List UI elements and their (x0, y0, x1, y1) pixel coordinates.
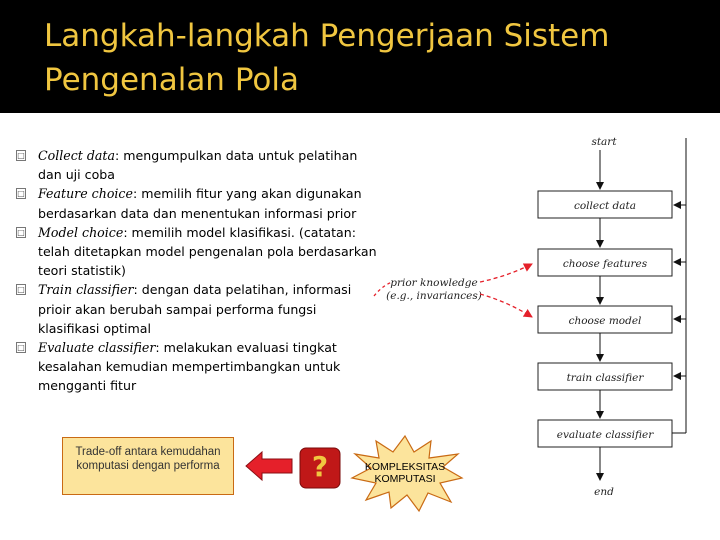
checkbox-bullet-icon: □ (17, 343, 25, 353)
bullet-term: Train classifier (38, 282, 134, 298)
bullet-text: : memilih fitur yang akan digunakan berdasarkan data dan menentukan informasi prior (38, 186, 362, 221)
question-mark: ? (311, 450, 329, 483)
checkbox-bullet-icon: □ (17, 227, 25, 237)
prior-knowledge (374, 264, 532, 317)
bullet-text: : mengumpulkan data untuk pelatihan dan uji coba (38, 148, 358, 183)
checkbox-bullet-icon: □ (17, 151, 25, 160)
bullet-text: : dengan data pelatihan, informasi prioir akan berubah sampai performa fungsi klasifikasi optimal (38, 282, 352, 336)
bullet-term: Evaluate classifier (38, 340, 156, 356)
prior-arrow-model (480, 294, 532, 317)
prior-knowledge-example: (e.g., invariances) (386, 290, 482, 302)
bullet-text: : memilih model klasifikasi. (catatan: telah ditetapkan model pengenalan pola berdasarkan teori statistik) (38, 224, 377, 279)
choose-features-label: choose features (562, 258, 648, 270)
end-label: end (594, 486, 614, 498)
evaluate-classifier-label: evaluate classifier (556, 429, 654, 441)
choose-model-label: choose model (568, 315, 642, 327)
flowchart (538, 136, 686, 498)
checkbox-bullet-icon: □ (17, 189, 25, 199)
checkbox-bullet-icon: □ (17, 285, 25, 295)
slide-title-line1: Langkah-langkah Pengerjaan Sistem (44, 18, 610, 54)
prior-knowledge-label: prior knowledge (390, 277, 478, 289)
bullet-term: Model choice (38, 224, 124, 240)
slide-title-line2: Pengenalan Pola (44, 62, 299, 98)
red-left-arrow-icon (246, 452, 292, 480)
red-arrow (246, 452, 292, 480)
complexity-label: KOMPLEKSITAS KOMPUTASI (364, 461, 446, 485)
tradeoff-note: Trade-off antara kemudahan komputasi dengan performa (62, 437, 234, 495)
bullet-term: Feature choice (38, 186, 133, 202)
start-label: start (591, 136, 617, 148)
collect-data-label: collect data (573, 200, 637, 212)
prior-arrow-features (480, 264, 532, 282)
bullet-term: Collect data (38, 148, 115, 163)
train-classifier-label: train classifier (566, 372, 644, 384)
bullet-text: : melakukan evaluasi tingkat kesalahan kemudian mempertimbangkan untuk mengganti fitur (38, 340, 341, 394)
